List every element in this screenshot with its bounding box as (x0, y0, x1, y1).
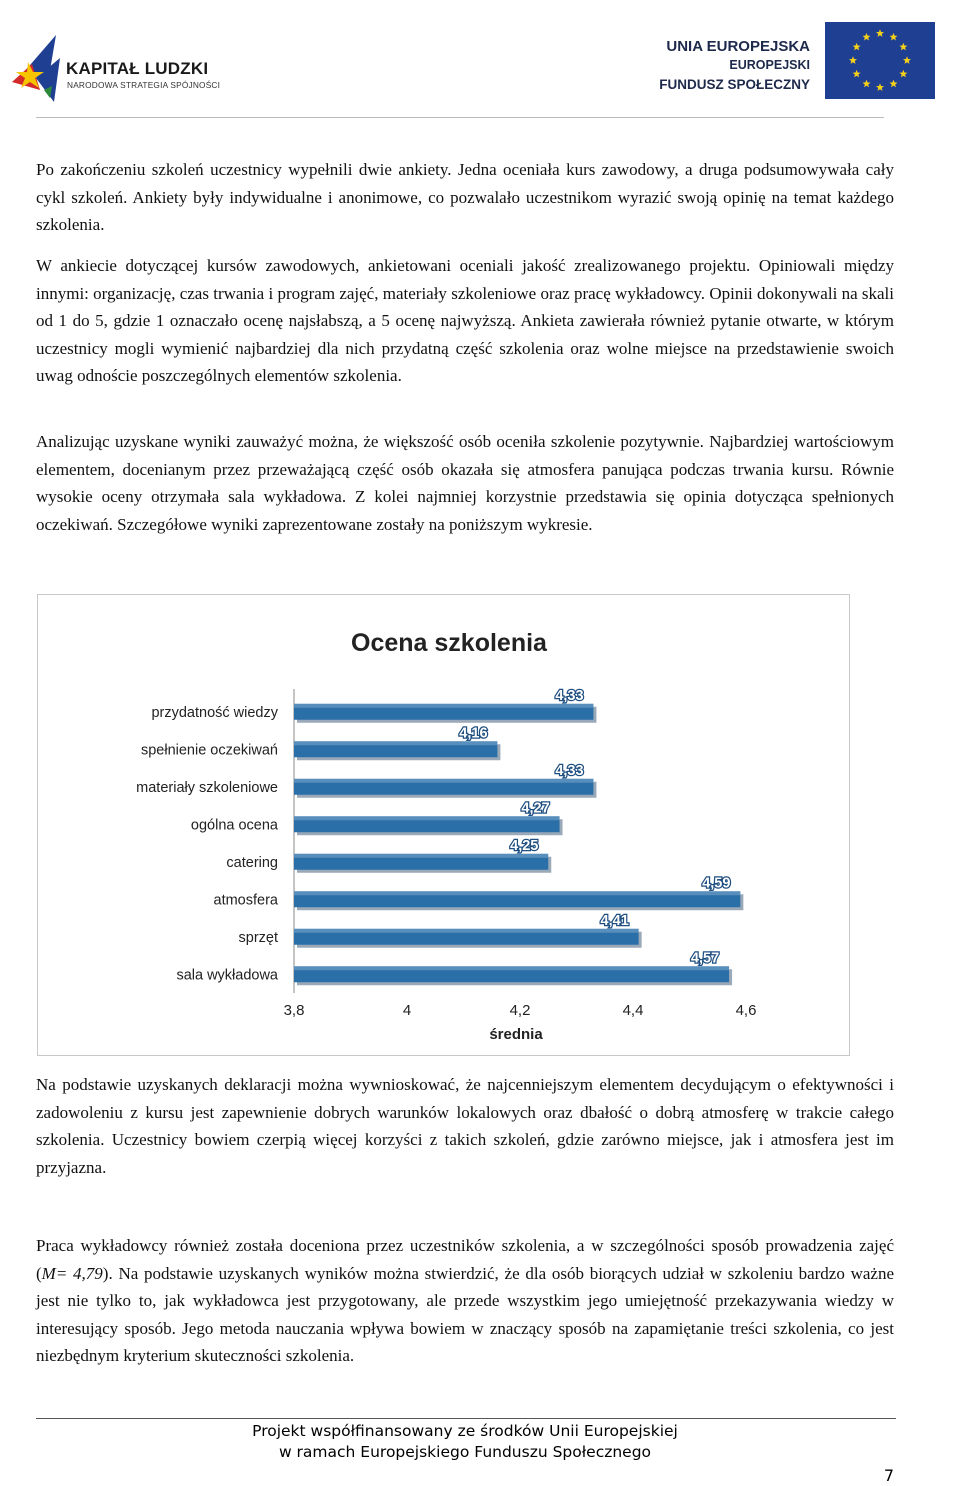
bar-value-label: 4,41 (600, 912, 629, 929)
footer-line-2: w ramach Europejskiego Funduszu Społecznego (278, 1443, 652, 1461)
paragraph-1: Po zakończeniu szkoleń uczestnicy wypełnili dwie ankiety. Jedna oceniała kurs zawodowy, a druga podsumowywała cały cykl szkoleń. Ankiety były indywidualne i anonimowe, co pozwalało uczestnikom wyrazić swoją opinię na temat każdego szkolenia. (36, 160, 894, 234)
category-label: catering (226, 854, 278, 871)
paragraph-4: Na podstawie uzyskanych deklaracji można wywnioskować, że najcenniejszym elementem decydującym o efektywności i zadowoleniu z kursu jest zapewnienie dobrych warunków lokalowych oraz dbałość o dobrą atmosferę w trakcie całego szkolenia. Uczestnicy bowiem czerpią więcej korzyści z takich szkoleń, gdzie zarówno miejsce, jak i atmosfera jest im przyjazna. (36, 1075, 894, 1177)
bar-highlight (294, 741, 497, 745)
bar-value-label: 4,57 (690, 950, 720, 967)
bar-highlight (294, 891, 740, 895)
paragraph-3: Analizując uzyskane wyniki zauważyć można, że większość osób oceniła szkolenie pozytywnie. Najbardziej wartościowym elementem, docenianym przez przeważającą część osób okazała się atmosfera panująca podczas trwania kursu. Równie wysokie oceny otrzymała sala wykładowa. Z kolei najmniej korzystnie przedstawia się opinia dotycząca spełnionych oczekiwań. Szczegółowe wyniki zaprezentowane zostały na poniższym wykresie. (36, 432, 894, 534)
category-label: sprzęt (238, 929, 278, 946)
eu-social-fund-label: FUNDUSZ SPOŁECZNY (659, 77, 810, 92)
eu-union-label: UNIA EUROPEJSKA (666, 38, 810, 55)
x-tick-label: 3,8 (283, 1002, 305, 1019)
paragraph-5 (36, 1232, 894, 1370)
x-tick-label: 4,4 (622, 1002, 644, 1019)
page-header (0, 0, 960, 120)
category-label: przydatność wiedzy (151, 704, 278, 721)
bar-highlight (294, 929, 639, 933)
chart-frame (37, 594, 850, 1056)
category-label: materiały szkoleniowe (136, 779, 278, 796)
paragraph-2: W ankiecie dotyczącej kursów zawodowych, ankietowani oceniali jakość zrealizowanego projektu. Opiniowali między innymi: organizację, czas trwania i program zajęć, materiały szkoleniowe oraz pracę wykładowcy. Opinii dokonywali na skali od 1 do 5, gdzie 1 oznaczało ocenę najsłabszą, a 5 ocenę najwyższą. Ankieta zawierała również pytanie otwarte, w którym uczestnicy mogli wymienić najbardziej dla nich przydatną część szkolenia oraz wolne miejsce na przedstawienie swoich uwag odnoście poszczególnych elementów szkolenia. (36, 256, 894, 385)
bar-value-label: 4,33 (555, 762, 584, 779)
eu-european-label: EUROPEJSKI (729, 58, 810, 72)
bar-highlight (294, 816, 560, 820)
category-label: spełnienie oczekiwań (140, 742, 278, 759)
category-label: ogólna ocena (190, 817, 278, 834)
bar-value-label: 4,33 (555, 687, 584, 704)
bar-highlight (294, 966, 729, 970)
x-tick-label: 4,2 (509, 1002, 531, 1019)
page-footer (0, 1421, 930, 1463)
rating-bar-chart (38, 595, 849, 1055)
eu-fund-text (659, 37, 810, 94)
bar-value-label: 4,25 (510, 837, 539, 854)
eu-flag-icon (825, 22, 935, 99)
bar-highlight (294, 854, 548, 858)
page-number: 7 (883, 1466, 894, 1485)
footer-line-1: Projekt współfinansowany ze środków Unii Europejskiej (252, 1422, 678, 1440)
bar-value-label: 4,27 (521, 800, 550, 817)
chart-x-axis-label: średnia (489, 1026, 543, 1043)
chart-title: Ocena szkolenia (351, 629, 547, 657)
paragraph-5-end: ). Na podstawie uzyskanych wyników można stwierdzić, że dla osób biorących udział w szkoleniu bardzo ważne jest nie tylko to, jak wykładowca jest przygotowany, ale przede wszystkim jego umiejętność przekazywania wiedzy w interesujący sposób. Jego metoda nauczania wpływa bowiem w znaczący sposób na zapamiętanie treści szkolenia, co jest niezbędnym kryterium skuteczności szkolenia. (36, 1263, 894, 1365)
bar-highlight (294, 704, 593, 708)
kapital-ludzki-subtitle: NARODOWA STRATEGIA SPÓJNOŚCI (67, 80, 221, 90)
paragraph-5-start: Praca wykładowcy również została doceniona przez uczestników szkolenia, a w szczególności sposób prowadzenia zajęć ( (36, 1236, 894, 1283)
bar-value-label: 4,16 (459, 725, 488, 742)
kapital-ludzki-title: KAPITAŁ LUDZKI (66, 59, 209, 78)
footer-divider (36, 1418, 896, 1419)
x-tick-label: 4 (402, 1002, 412, 1019)
category-label: atmosfera (213, 892, 278, 909)
category-label: sala wykładowa (176, 967, 278, 984)
x-tick-label: 4,6 (735, 1002, 757, 1019)
paragraph-5-mean-value: M= 4,79 (41, 1263, 103, 1283)
bar-highlight (294, 779, 593, 783)
bar-value-label: 4,59 (702, 875, 731, 892)
header-divider (36, 117, 884, 118)
